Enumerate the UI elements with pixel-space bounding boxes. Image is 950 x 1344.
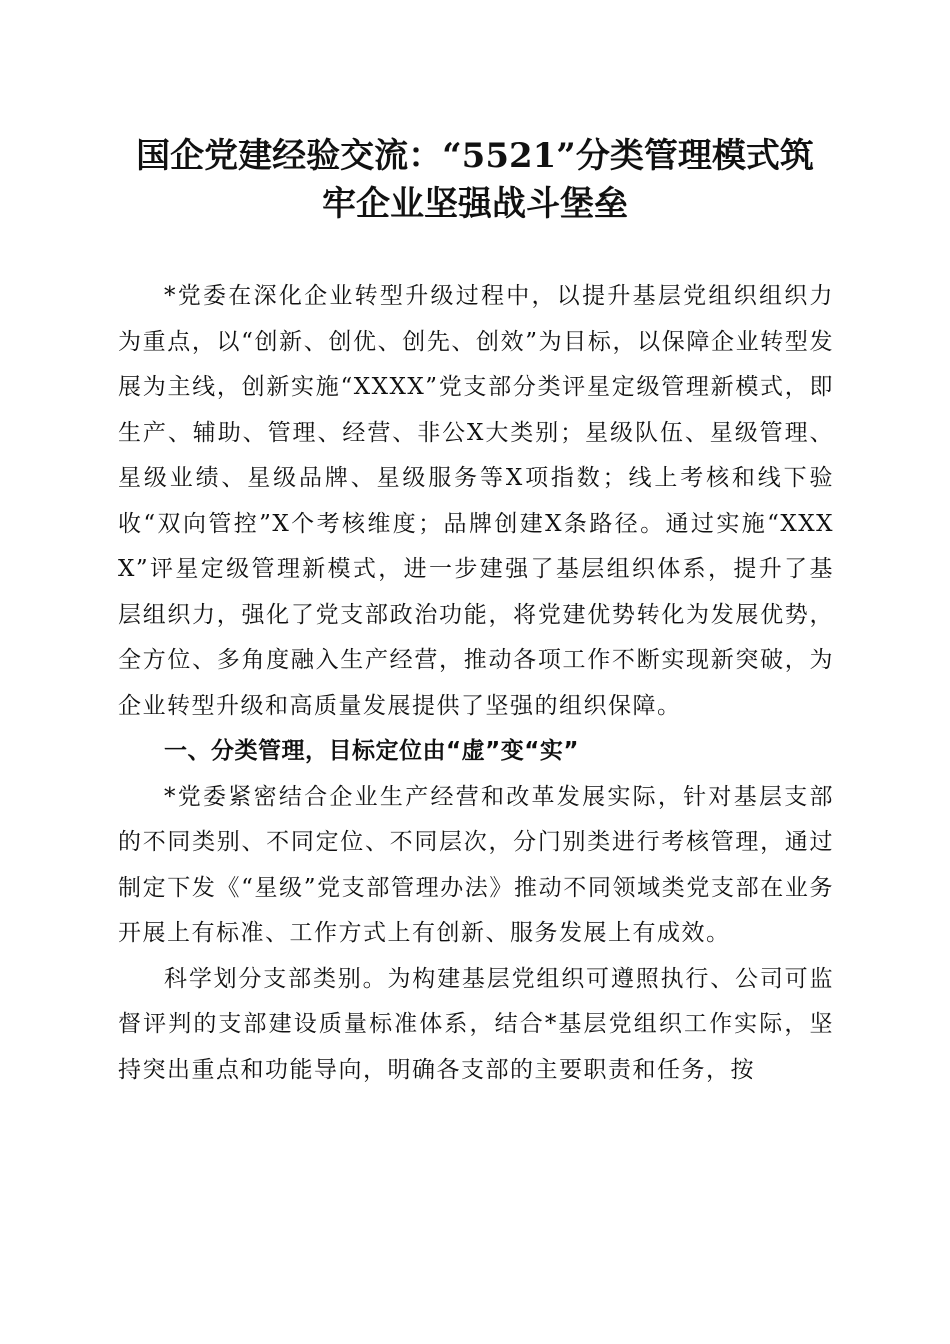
section-heading-1: 一、分类管理，目标定位由“虚”变“实” [164, 738, 579, 764]
section-1-paragraph-1: *党委紧密结合企业生产经营和改革发展实际，针对基层支部的不同类别、不同定位、不同层次，分门别类进行考核管理，通过制定下发《“星级”党支部管理办法》推动不同领域类党支部在业务开展上有标准、工作方式上有创新、服务发展上有成效。 [118, 783, 834, 946]
document-body [118, 274, 834, 1093]
title-line-2: 牢企业坚强战斗堡垒 [322, 184, 628, 224]
document-title [110, 132, 840, 228]
title-line-1: 国企党建经验交流：“5521”分类管理模式筑 [136, 136, 814, 176]
section-1-paragraph-2: 科学划分支部类别。为构建基层党组织可遵照执行、公司可监督评判的支部建设质量标准体系，结合*基层党组织工作实际，坚持突出重点和功能导向，明确各支部的主要职责和任务，按 [118, 965, 834, 1083]
intro-paragraph: *党委在深化企业转型升级过程中，以提升基层党组织组织力为重点，以“创新、创优、创先、创效”为目标，以保障企业转型发展为主线，创新实施“XXXX”党支部分类评星定级管理新模式，即生产、辅助、管理、经营、非公X大类别；星级队伍、星级管理、星级业绩、星级品牌、星级服务等X项指数；线上考核和线下验收“双向管控”X个考核维度；品牌创建X条路径。通过实施“XXXX”评星定级管理新模式，进一步建强了基层组织体系，提升了基层组织力，强化了党支部政治功能，将党建优势转化为发展优势，全方位、多角度融入生产经营，推动各项工作不断实现新突破，为企业转型升级和高质量发展提供了坚强的组织保障。 [118, 283, 834, 719]
